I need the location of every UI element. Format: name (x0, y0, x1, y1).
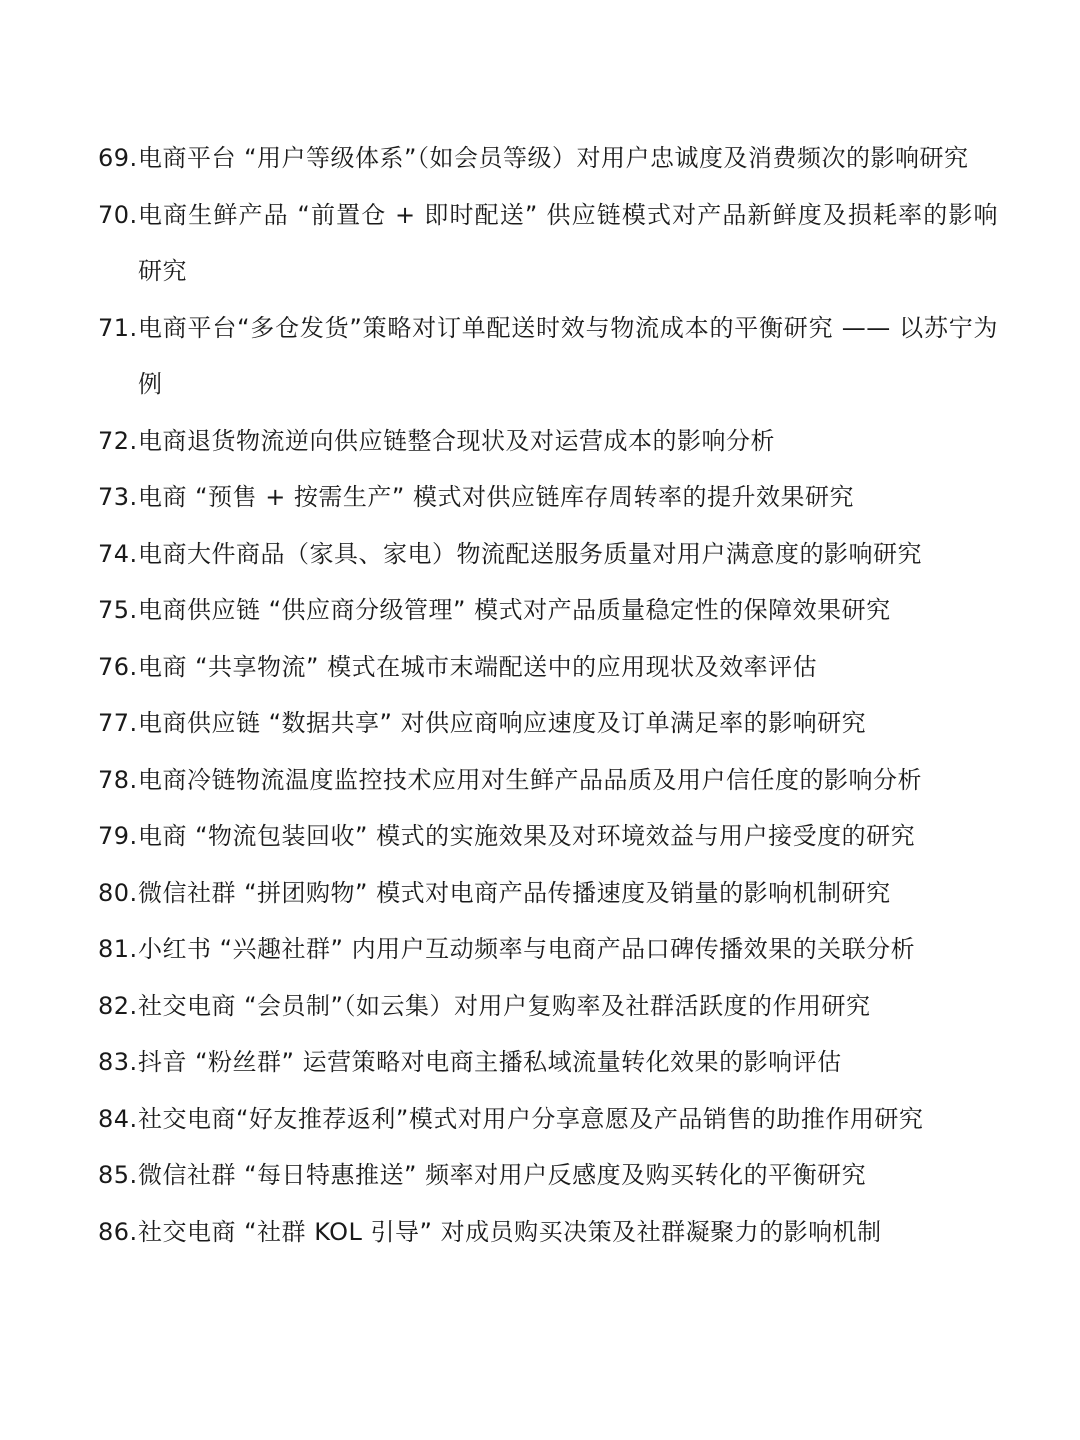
list-item (98, 808, 998, 865)
list-item (98, 695, 998, 752)
item-number: 79. (98, 822, 138, 850)
item-text: 电商供应链 “数据共享” 对供应商响应速度及订单满足率的影响研究 (138, 709, 867, 737)
list-item (98, 1034, 998, 1091)
item-text: 社交电商 “会员制”（如云集）对用户复购率及社群活跃度的作用研究 (138, 991, 871, 1020)
item-number: 86. (98, 1217, 138, 1246)
item-text: 抖音 “粉丝群” 运营策略对电商主播私域流量转化效果的影响评估 (138, 1048, 842, 1076)
item-number: 78. (98, 765, 138, 794)
item-number: 76. (98, 652, 138, 681)
item-number: 82. (98, 991, 138, 1020)
item-text: 微信社群 “拼团购物” 模式对电商产品传播速度及销量的影响机制研究 (138, 878, 891, 907)
list-item (98, 1091, 998, 1148)
item-number: 74. (98, 539, 138, 568)
item-text: 电商生鲜产品 “前置仓 + 即时配送” 供应链模式对产品新鲜度及损耗率的影响研究 (138, 200, 998, 285)
item-number: 77. (98, 709, 138, 737)
item-number: 72. (98, 426, 138, 455)
item-text: 电商大件商品（家具、家电）物流配送服务质量对用户满意度的影响研究 (138, 539, 922, 568)
item-number: 70. (98, 200, 138, 229)
item-text: 电商冷链物流温度监控技术应用对生鲜产品品质及用户信任度的影响分析 (138, 765, 922, 794)
item-number: 75. (98, 596, 138, 624)
item-text: 微信社群 “每日特惠推送” 频率对用户反感度及购买转化的平衡研究 (138, 1161, 867, 1189)
list-item (98, 300, 998, 413)
item-number: 69. (98, 144, 138, 172)
item-number: 84. (98, 1104, 138, 1133)
item-number: 71. (98, 313, 138, 342)
list-item (98, 978, 998, 1035)
list-item (98, 582, 998, 639)
list-item (98, 865, 998, 922)
list-item (98, 187, 998, 300)
item-text: 电商退货物流逆向供应链整合现状及对运营成本的影响分析 (138, 426, 775, 455)
list-item (98, 526, 998, 583)
item-number: 85. (98, 1161, 138, 1189)
item-number: 81. (98, 935, 138, 963)
item-number: 80. (98, 878, 138, 907)
item-text: 电商 “共享物流” 模式在城市末端配送中的应用现状及效率评估 (138, 652, 818, 681)
item-text: 电商平台“多仓发货”策略对订单配送时效与物流成本的平衡研究 —— 以苏宁为例 (138, 313, 998, 398)
item-text: 社交电商“好友推荐返利”模式对用户分享意愿及产品销售的助推作用研究 (138, 1104, 924, 1133)
list-item (98, 469, 998, 526)
item-text: 电商平台 “用户等级体系”（如会员等级）对用户忠诚度及消费频次的影响研究 (138, 144, 969, 172)
item-text: 电商供应链 “供应商分级管理” 模式对产品质量稳定性的保障效果研究 (138, 596, 891, 624)
list-item (98, 639, 998, 696)
list-item (98, 130, 998, 187)
item-text: 小红书 “兴趣社群” 内用户互动频率与电商产品口碑传播效果的关联分析 (138, 935, 916, 963)
item-text: 社交电商 “社群 KOL 引导” 对成员购买决策及社群凝聚力的影响机制 (138, 1217, 882, 1246)
list-item (98, 413, 998, 470)
list-item (98, 921, 998, 978)
item-text: 电商 “预售 + 按需生产” 模式对供应链库存周转率的提升效果研究 (138, 483, 854, 511)
topic-list (98, 130, 998, 1260)
item-number: 73. (98, 483, 138, 511)
list-item (98, 1204, 998, 1261)
item-text: 电商 “物流包装回收” 模式的实施效果及对环境效益与用户接受度的研究 (138, 822, 916, 850)
list-item (98, 1147, 998, 1204)
item-number: 83. (98, 1048, 138, 1076)
list-item (98, 752, 998, 809)
